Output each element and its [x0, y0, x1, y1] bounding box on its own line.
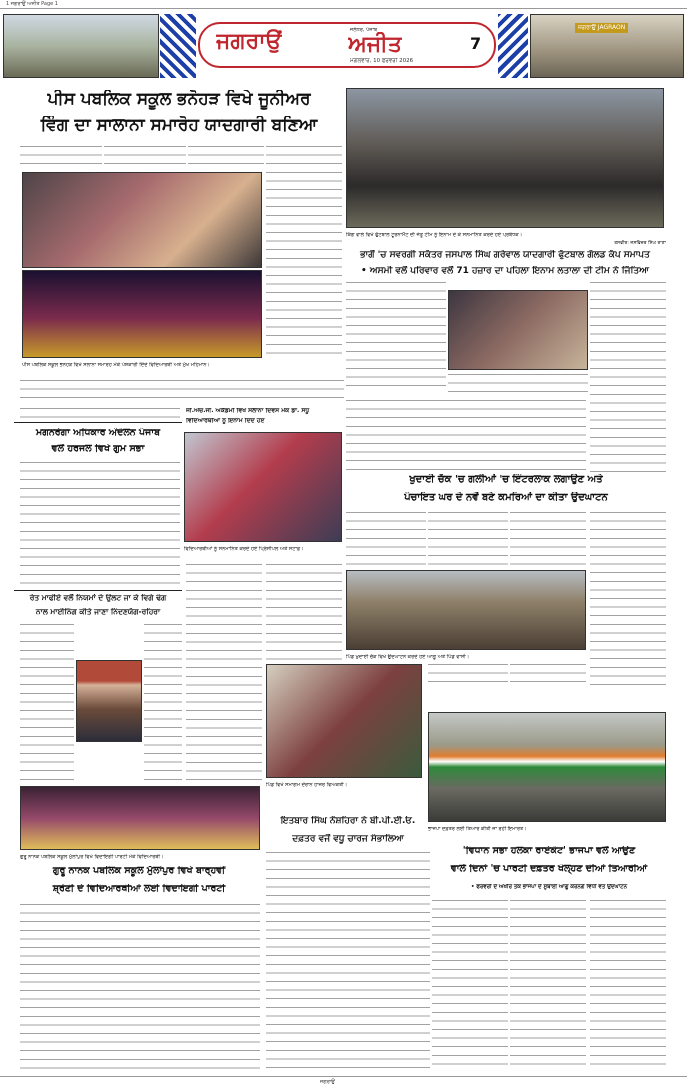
street-photo-caption: ਪਿੰਡ ਖੁਦਾਈ ਚੱਕ ਵਿਖੇ ਉਦਘਾਟਨ ਕਰਦੇ ਹੋਏ ਆਗੂ ਅਤੇ ਪਿੰਡ ਵਾਸੀ। [346, 654, 470, 660]
sports-body-under-photo [448, 374, 588, 398]
sports-headline-1: ਭਾਗੋਂ 'ਚ ਸਵਰਗੀ ਸਕੱਤਰ ਜਸਪਾਲ ਸਿੰਘ ਗਰੇਵਾਲ ਯਾਦਗਾਰੀ ਫੁੱਟਬਾਲ ਗੋਲਡ ਕੱਪ ਸਮਾਪਤ [360, 250, 650, 260]
middle-body-2 [266, 564, 342, 660]
bjp-body-2 [510, 900, 586, 1070]
sports-body-bottom [346, 400, 586, 472]
mnrega-body [20, 462, 180, 586]
sports-photo-credit: ਤਸਵੀਰ: ਜਸਵਿੰਦਰ ਸਿੰਘ ਰਾਣਾ [614, 241, 666, 246]
lead-photo-bottom [22, 270, 262, 358]
street-headline-1: ਖੁਦਾਈ ਚੱਕ 'ਚ ਗਲੀਆਂ 'ਚ ਇੰਟਰਲਾਕ ਲਗਾਉਣ ਅਤੇ [409, 474, 603, 485]
school-small-headline-1: ਜੀ.ਐਚ.ਜੀ. ਅਕੈਡਮੀ ਵਿਖੇ ਸਲਾਨਾ ਦਿਵਸ ਮੌਕੇ ਡਾ. ਸੰਧੂ [186, 408, 310, 414]
bjp-subhead: • ਫਰਵਰੀ ਦੇ ਅਖੀਰ ਤਕ ਭਾਜਪਾ ਦੇ ਸੂਬਾਈ ਆਗੂ ਕਰਨਗੇ ਵਿਧੀ ਵਤ ਉਦਘਾਟਨ [471, 884, 627, 890]
bjp-body-1 [432, 900, 508, 1070]
masthead-banner [198, 22, 496, 68]
lead-photo-top [22, 172, 262, 268]
paper-name: ਅਜੀਤ [348, 32, 402, 57]
street-body-col-4 [590, 512, 666, 690]
masthead-pattern-left [160, 14, 196, 78]
lead-body-col-2 [104, 146, 186, 170]
iqbal-photo-caption: ਪਿੰਡ ਵਿਖੇ ਸਮਾਗਮ ਦੌਰਾਨ ਹਾਜ਼ਰ ਵਿਅਕਤੀ। [266, 782, 348, 788]
station-sign: ਜਗਰਾਉਂ JAGRAON [575, 23, 628, 33]
school-small-caption: ਵਿਦਿਆਰਥੀਆਂ ਨੂੰ ਸਨਮਾਨਿਤ ਕਰਦੇ ਹੋਏ ਪ੍ਰਿੰਸੀਪਲ ਅਤੇ ਸਟਾਫ਼। [184, 546, 304, 552]
sand-body-left [20, 624, 74, 784]
masthead [0, 12, 687, 82]
school-small-headline-2: ਵਿਦਿਆਰਥੀਆਂ ਨੂੰ ਇਨਾਮ ਦਿੰਦੇ ਹੋਏ [186, 418, 265, 424]
bride-headline-1: ਗੁਰੂ ਨਾਨਕ ਪਬਲਿਕ ਸਕੂਲ ਮੁੱਲਾਂਪੁਰ ਵਿਖੇ ਬਾਰ੍ਹਵੀਂ [52, 866, 226, 876]
lead-body-col-1 [20, 146, 102, 170]
iqbal-body [266, 852, 430, 1070]
masthead-right-photo [530, 14, 684, 78]
bride-photo [20, 786, 260, 850]
divider [14, 422, 182, 423]
sports-body-col-1 [346, 282, 446, 392]
masthead-left-photo [3, 14, 159, 78]
bjp-body-3 [590, 900, 666, 1070]
street-body-bottom-2 [510, 664, 586, 690]
iqbal-headline-2: ਦਫ਼ਤਰ ਵਜੋਂ ਵਧੂ ਚਾਰਜ ਸੰਭਾਲਿਆ [292, 834, 404, 844]
footer: ਜਗਰਾਉਂ [0, 1076, 687, 1089]
mnrega-headline-2: ਵਲੋਂ ਹਰਜਲ ਵਿਖੇ ਗੁਮ ਸਭਾ [51, 444, 145, 454]
street-photo [346, 570, 586, 650]
bride-photo-caption: ਗੁਰੂ ਨਾਨਕ ਪਬਲਿਕ ਸਕੂਲ ਮੁੱਲਾਂਪੁਰ ਵਿਖੇ ਵਿਦਾਇਗੀ ਪਾਰਟੀ ਮੌਕੇ ਵਿਦਿਆਰਥੀ। [20, 854, 164, 860]
school-small-photo [184, 432, 342, 542]
iqbal-photo [266, 664, 422, 778]
bride-body [20, 904, 260, 1070]
lead-headline-1: ਪੀਸ ਪਬਲਿਕ ਸਕੂਲ ਭਨੋਹੜ ਵਿਖੇ ਜੂਨੀਅਰ [47, 90, 311, 109]
bjp-photo-caption: ਭਾਜਪਾ ਦਫ਼ਤਰ ਲਈ ਤਿਆਰ ਕੀਤੀ ਜਾ ਰਹੀ ਇਮਾਰਤ। [428, 826, 527, 832]
lead-body-col-3 [188, 146, 264, 170]
sports-photo-2 [448, 290, 588, 370]
bjp-photo [428, 712, 666, 822]
top-strip: 1 ਜਗਰਾਉਂ ਅਜੀਤ Page 1 [0, 0, 687, 9]
street-headline-2: ਪੰਚਾਇਤ ਘਰ ਦੇ ਨਵੇਂ ਬਣੇ ਕਮਰਿਆਂ ਦਾ ਕੀਤਾ ਉਦਘਾਟਨ [404, 492, 608, 503]
bjp-headline-1: 'ਵਿਧਾਨ ਸਭਾ ਹਲਕਾ ਰਾਏਕੋਟ' ਭਾਜਪਾ ਵਲੋਂ ਆਉਣ [462, 846, 636, 856]
street-body-col-3 [510, 512, 586, 568]
lead-body-col-4 [266, 146, 342, 360]
edition-name: ਜਗਰਾਉਂ [216, 29, 282, 54]
divider [14, 590, 182, 591]
iqbal-headline-1: ਇਤਬਾਰ ਸਿੰਘ ਨੌਸ਼ਹਿਰਾ ਨੇ ਬੀ.ਪੀ.ਈ.ਓ. [280, 816, 416, 826]
sports-photo [346, 88, 664, 228]
bjp-headline-2: ਵਾਲੇ ਦਿਨਾਂ 'ਚ ਪਾਰਟੀ ਦਫ਼ਤਰ ਖੋਲ੍ਹਣ ਦੀਆਂ ਤਿਆਰੀਆਂ [450, 864, 648, 874]
middle-body-1 [186, 564, 262, 784]
sand-headline-1: ਰੇਤ ਮਾਫੀਏ ਵਲੋਂ ਨਿਯਮਾਂ ਦੇ ਉਲਟ ਜਾ ਕੇ ਵਿਗੇ ਢੰਗ [29, 594, 167, 602]
sand-body-right [144, 624, 182, 784]
lead-body-bottom [20, 380, 344, 404]
street-body-bottom-1 [428, 664, 508, 690]
sports-headline-2: • ਅਸਮੀ ਵਲੋਂ ਪਰਿਵਾਰ ਵਲੋਂ 71 ਹਜ਼ਾਰ ਦਾ ਪਹਿਲਾ ਇਨਾਮ ਲਤਾਲਾ ਦੀ ਟੀਮ ਨੇ ਜਿੱਤਿਆ [361, 266, 649, 276]
masthead-pattern-right [498, 14, 528, 78]
lead-headline-2: ਵਿੰਗ ਦਾ ਸਾਲਾਨਾ ਸਮਾਰੋਹ ਯਾਦਗਾਰੀ ਬਣਿਆ [40, 116, 318, 135]
lead-photo-caption: ਪੀਸ ਪਬਲਿਕ ਸਕੂਲ ਭਨੋਹੜ ਵਿਖੇ ਸਲਾਨਾ ਸਮਾਰੋਹ ਮੌਕੇ ਪੇਸ਼ਕਾਰੀ ਦਿੰਦੇ ਵਿਦਿਆਰਥੀ ਅਤੇ ਮੁੱਖ ਮਹਿਮਾਨ। [22, 362, 210, 368]
mnrega-headline-1: ਮਗਨਰੇਗਾ ਅਧਿਕਾਰ ਅੰਦੋਲਨ ਪੰਜਾਬ [35, 428, 161, 438]
bride-headline-2: ਸ਼੍ਰੇਣੀ ਦੇ ਵਿਦਿਆਰਥੀਆਂ ਲਈ ਵਿਦਾਇਗੀ ਪਾਰਟੀ [52, 884, 226, 894]
sand-portrait [76, 660, 142, 742]
sports-body-col-3 [590, 282, 666, 472]
sand-headline-2: ਨਾਲ ਮਾਈਨਿੰਗ ਕੀਤੇ ਜਾਣਾ ਨਿੰਦਣਯੋਗ-ਰਹਿਰਾ [35, 608, 161, 616]
page-number: 7 [470, 34, 482, 53]
issue-date: ਮੰਗਲਵਾਰ, 10 ਫਰਵਰੀ 2026 [350, 58, 414, 64]
sports-photo-caption: ਕਿੰਗ ਵਾਲੇ ਵਿਖੇ ਫੁੱਟਬਾਲ ਟੂਰਨਾਮੈਂਟ ਦੀ ਜੇਤੂ ਟੀਮ ਨੂੰ ਇਨਾਮ ਦੇ ਕੇ ਸਨਮਾਨਿਤ ਕਰਦੇ ਹੋਏ ਪ੍ਰਬੰਧਕ। [346, 232, 523, 238]
street-body-col-1 [346, 512, 426, 568]
street-body-col-2 [428, 512, 508, 568]
city-line: ਜਲੰਧਰ, ਪੰਜਾਬ [350, 27, 378, 33]
